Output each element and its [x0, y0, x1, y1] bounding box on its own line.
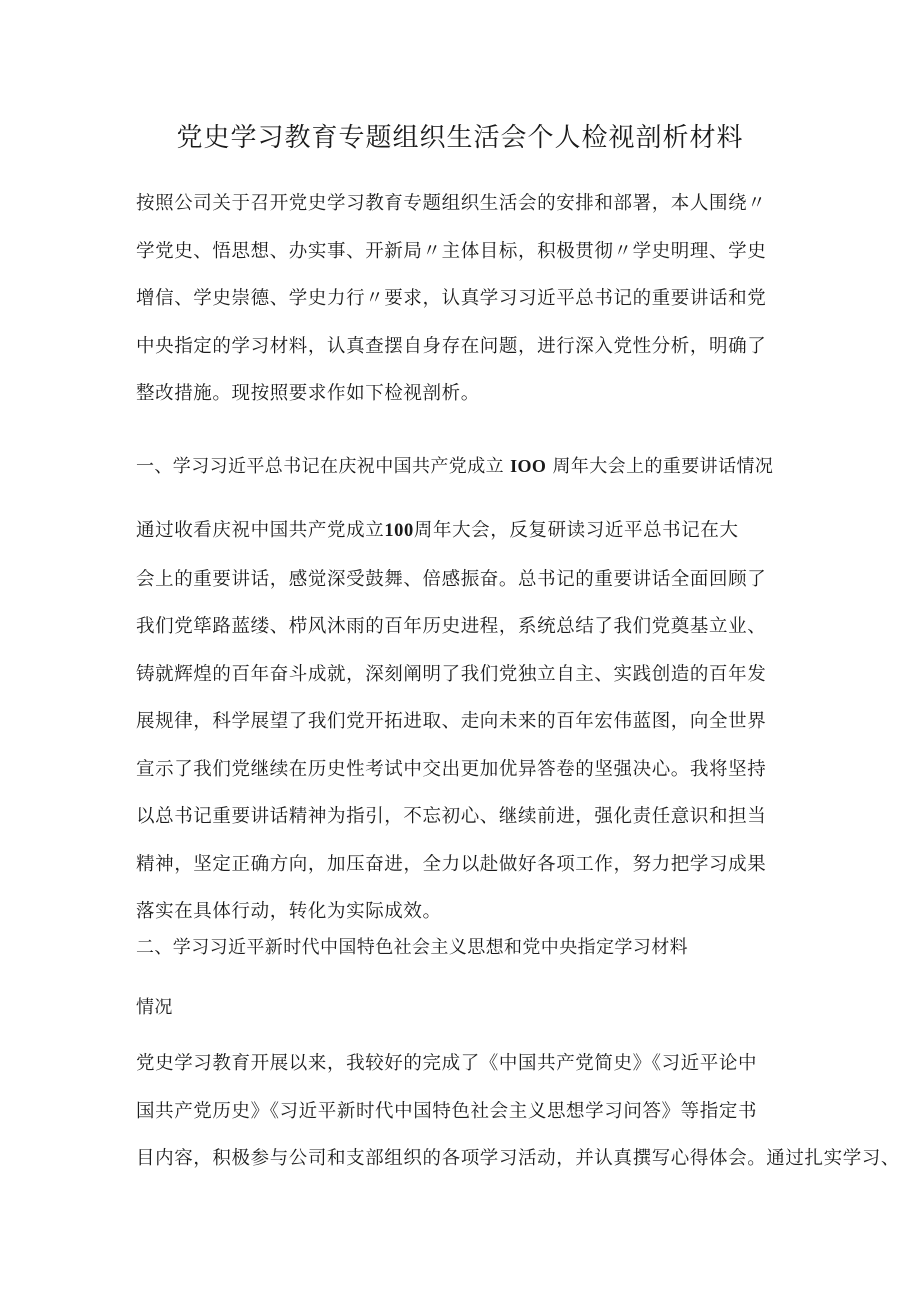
intro-line: 学党史、悟思想、办实事、开新局〃主体目标，积极贯彻〃学史明理、学史: [136, 240, 767, 262]
document-title: 党史学习教育专题组织生活会个人检视剖析材料: [176, 123, 744, 153]
section-1-heading: [136, 448, 796, 485]
section-1-first-line: [136, 507, 796, 556]
section-1-heading-number: IOO: [510, 456, 547, 476]
intro-line: 按照公司关于召开党史学习教育专题组织生活会的安排和部署，本人围绕〃: [136, 193, 767, 214]
intro-line: 增信、学史崇德、学史力行〃要求，认真学习习近平总书记的重要讲话和党: [136, 288, 767, 309]
section-2-line: 党史学习教育开展以来，我较好的完成了《中国共产党简史》《习近平论中: [136, 1053, 758, 1074]
intro-line: 整改措施。现按照要求作如下检视剖析。: [136, 383, 480, 404]
section-1-line: 宣示了我们党继续在历史性考试中交出更加优异答卷的坚强决心。我将坚持: [136, 758, 767, 780]
section-1-body-number: 100: [384, 521, 414, 541]
intro-line: 中央指定的学习材料，认真查摆自身存在问题，进行深入党性分析，明确了: [136, 335, 767, 357]
section-1-line: 展规律，科学展望了我们党开拓进取、走向未来的百年宏伟蓝图，向全世界: [136, 711, 767, 732]
section-2-line: 国共产党历史》《习近平新时代中国特色社会主义思想学习问答》等指定书: [136, 1100, 758, 1122]
section-2-heading-line-2: 情况: [136, 997, 173, 1018]
section-1-heading-text-end: 周年大会上的重要讲话情况: [552, 456, 774, 477]
section-2-line: 目内容，积极参与公司和支部组织的各项学习活动，并认真撰写心得体会。通过扎实学习、: [136, 1148, 901, 1169]
intro-paragraph: [136, 180, 796, 418]
section-1-body-first-line-end: 周年大会，反复研读习近平总书记在大: [413, 520, 739, 541]
section-2-heading-line-1: 二、学习习近平新时代中国特色社会主义思想和党中央指定学习材料: [136, 937, 688, 958]
section-2-body: [136, 1040, 901, 1183]
section-1-body: [136, 507, 796, 936]
section-1-body-start: 通过收看庆祝中国共产党成立: [136, 520, 385, 541]
section-1-line: 以总书记重要讲话精神为指引，不忘初心、继续前进，强化责任意识和担当: [136, 806, 767, 827]
section-2-heading: [136, 930, 796, 1026]
section-1-line: 会上的重要讲话，感觉深受鼓舞、倍感振奋。总书记的重要讲话全面回顾了: [136, 568, 767, 590]
section-1-line: 铸就辉煌的百年奋斗成就，深刻阐明了我们党独立自主、实践创造的百年发: [136, 663, 767, 685]
section-1-line: 精神，坚定正确方向，加压奋进，全力以赴做好各项工作，努力把学习成果: [136, 853, 767, 875]
section-1-line: 落实在具体行动，转化为实际成效。: [136, 901, 442, 922]
section-1-heading-text: 一、学习习近平总书记在庆祝中国共产党成立: [136, 456, 504, 477]
section-1-line: 我们党筚路蓝缕、栉风沐雨的百年历史进程，系统总结了我们党奠基立业、: [136, 616, 767, 637]
